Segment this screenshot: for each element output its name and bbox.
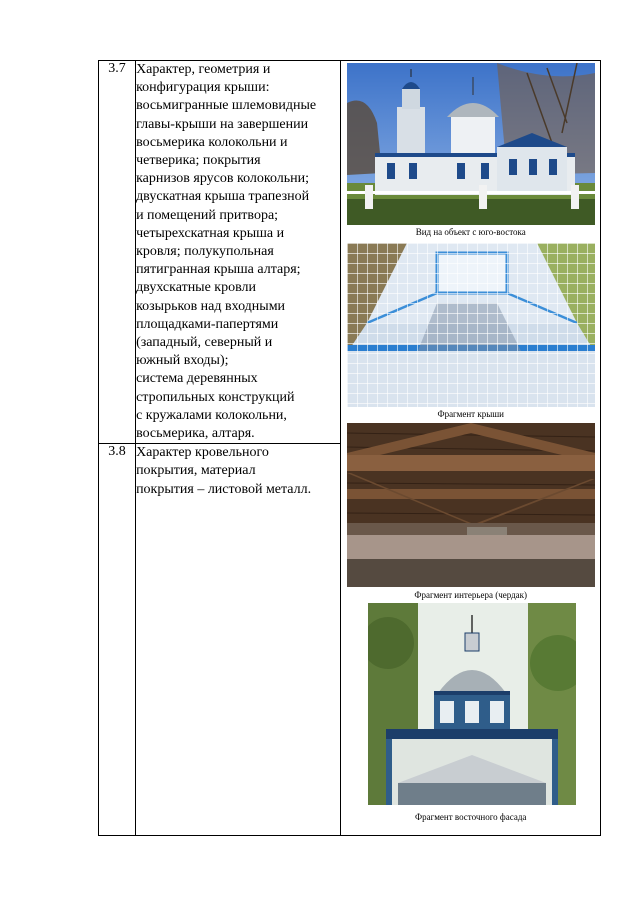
- description-line: козырьков над входными: [136, 298, 286, 314]
- photo-caption: Фрагмент интерьера (чердак): [414, 590, 528, 600]
- description-line: двухскатные кровли: [136, 280, 257, 296]
- description-line: с кружалами колокольни,: [136, 407, 287, 423]
- description-line: и помещений притвора;: [136, 207, 279, 223]
- description-line: восьмерика, алтаря.: [136, 426, 255, 442]
- description-line: Характер кровельного: [136, 445, 269, 461]
- photo-column: [341, 61, 601, 836]
- photo-church-southeast: [347, 63, 595, 225]
- description-line: двускатная крыша трапезной: [136, 189, 310, 205]
- photo-east-facade: [368, 603, 576, 805]
- description-line: стропильных конструкций: [136, 389, 295, 405]
- row-description: [136, 444, 341, 836]
- description-line: южный входы);: [136, 353, 229, 369]
- description-line: (западный, северный и: [136, 335, 273, 351]
- description-line: восьмерика колокольни и: [136, 134, 288, 150]
- description-lines: [136, 444, 340, 499]
- table-row: [99, 61, 601, 444]
- description-line: покрытия – листовой металл.: [136, 481, 312, 497]
- description-line: карнизов ярусов колокольни;: [136, 171, 310, 187]
- description-line: покрытия, материал: [136, 463, 256, 479]
- description-line: площадками-папертями: [136, 316, 279, 332]
- description-line: главы-крыши на завершении: [136, 116, 309, 132]
- description-line: четырехскатная крыша и: [136, 225, 285, 241]
- photo-attic-interior: [347, 423, 595, 587]
- row-number: 3.8: [99, 444, 136, 836]
- description-lines: [136, 61, 340, 443]
- description-line: восьмигранные шлемовидные: [136, 98, 317, 114]
- description-line: пятигранная крыша алтаря;: [136, 262, 301, 278]
- row-description: [136, 61, 341, 444]
- photo-caption: Вид на объект с юго-востока: [415, 227, 526, 237]
- row-number: 3.7: [99, 61, 136, 444]
- photo-caption: Фрагмент восточного фасада: [415, 812, 527, 822]
- characteristics-table: [98, 60, 601, 836]
- description-line: конфигурация крыши:: [136, 80, 270, 96]
- photo-caption: Фрагмент крыши: [437, 409, 504, 419]
- photo-roof-fragment: [347, 243, 595, 407]
- description-line: Характер, геометрия и: [136, 62, 271, 77]
- description-line: система деревянных: [136, 371, 258, 387]
- description-line: кровля; полукупольная: [136, 244, 274, 260]
- description-line: четверика; покрытия: [136, 153, 261, 169]
